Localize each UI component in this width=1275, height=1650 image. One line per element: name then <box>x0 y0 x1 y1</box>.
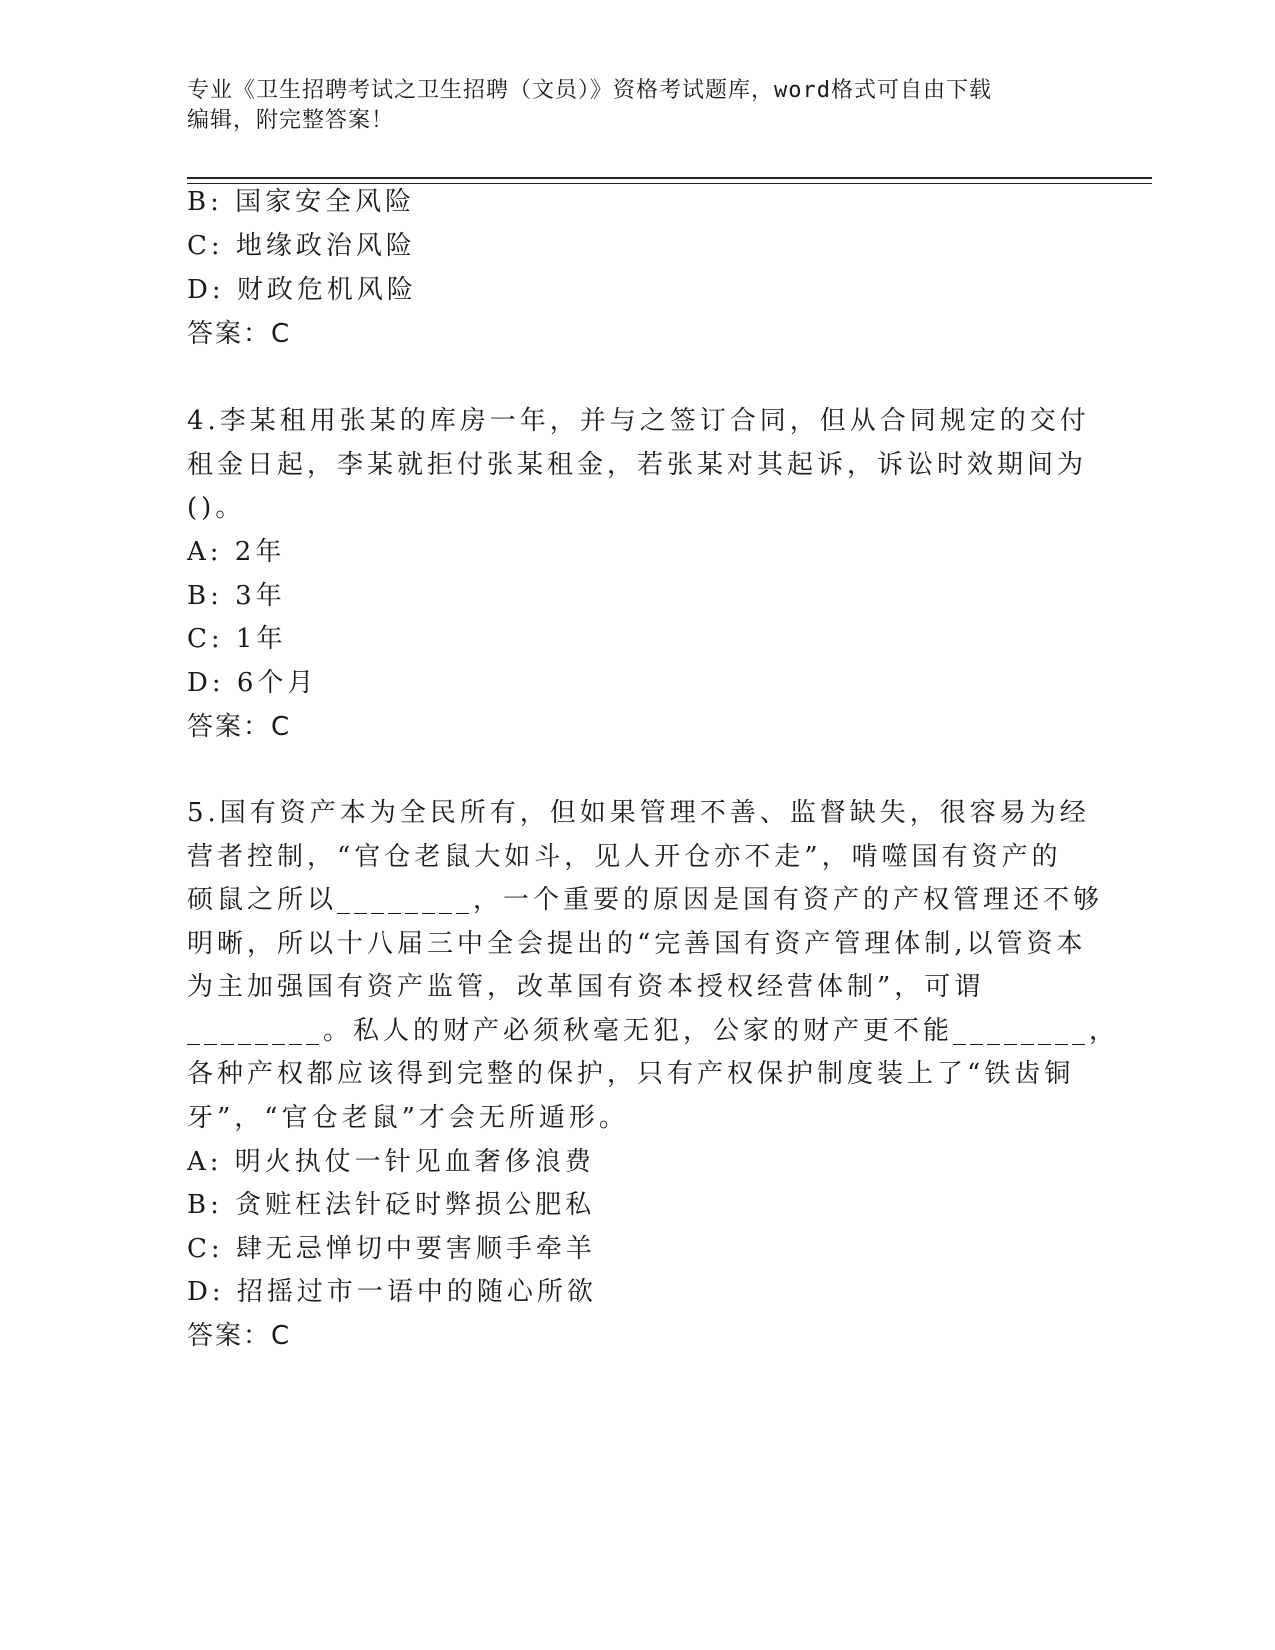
q5-stem-line-5: 为主加强国有资产监管，改革国有资本授权经营体制”，可谓 <box>187 972 985 1002</box>
q3-answer: 答案：C <box>187 319 292 349</box>
q5-answer: 答案：C <box>187 1321 292 1351</box>
document-header <box>187 76 1067 136</box>
header-line-1: 专业《卫生招聘考试之卫生招聘（文员）》资格考试题库，word格式可自由下载 <box>187 78 992 103</box>
q4-option-c: C: 1年 <box>187 624 287 654</box>
q5-stem-line-1: 5.国有资产本为全民所有，但如果管理不善、监督缺失，很容易为经 <box>187 798 1090 828</box>
q3-option-b: B: 国家安全风险 <box>187 187 416 217</box>
q5-option-d: D: 招摇过市一语中的随心所欲 <box>187 1277 597 1307</box>
q5-option-c: C: 肆无忌惮切中要害顺手牵羊 <box>187 1234 596 1264</box>
q5-stem-line-2: 营者控制，“官仓老鼠大如斗，见人开仓亦不走”，啃噬国有资产的 <box>187 842 1062 872</box>
header-line-2: 编辑，附完整答案！ <box>187 108 395 133</box>
q4-stem-line-3: ()。 <box>187 493 246 523</box>
q4-stem-line-2: 租金日起，李某就拒付张某租金，若张某对其起诉，诉讼时效期间为 <box>187 450 1088 480</box>
q5-stem-line-7: 各种产权都应该得到完整的保护，只有产权保护制度装上了“铁齿铜 <box>187 1059 1075 1089</box>
header-divider-thick <box>187 177 1152 179</box>
q5-option-a: A: 明火执仗一针见血奢侈浪费 <box>187 1147 595 1177</box>
q5-stem-line-6: ________。私人的财产必须秋毫无犯，公家的财产更不能________， <box>187 1016 1120 1046</box>
q4-option-d: D: 6个月 <box>187 668 318 698</box>
q4-answer: 答案：C <box>187 712 292 742</box>
q4-stem-line-1: 4.李某租用张某的库房一年，并与之签订合同，但从合同规定的交付 <box>187 406 1090 436</box>
q3-option-c: C: 地缘政治风险 <box>187 231 416 261</box>
q5-stem-line-3: 硕鼠之所以________，一个重要的原因是国有资产的产权管理还不够 <box>187 885 1104 915</box>
q5-option-b: B: 贪赃枉法针砭时弊损公肥私 <box>187 1190 596 1220</box>
q3-option-d: D: 财政危机风险 <box>187 275 417 305</box>
q4-option-b: B: 3年 <box>187 581 286 611</box>
header-divider-thin <box>187 183 1152 184</box>
q5-stem-line-4: 明晰，所以十八届三中全会提出的“完善国有资产管理体制,以管资本 <box>187 929 1087 959</box>
q5-stem-line-8: 牙”，“官仓老鼠”才会无所遁形。 <box>187 1103 629 1133</box>
q4-option-a: A: 2年 <box>187 537 286 567</box>
